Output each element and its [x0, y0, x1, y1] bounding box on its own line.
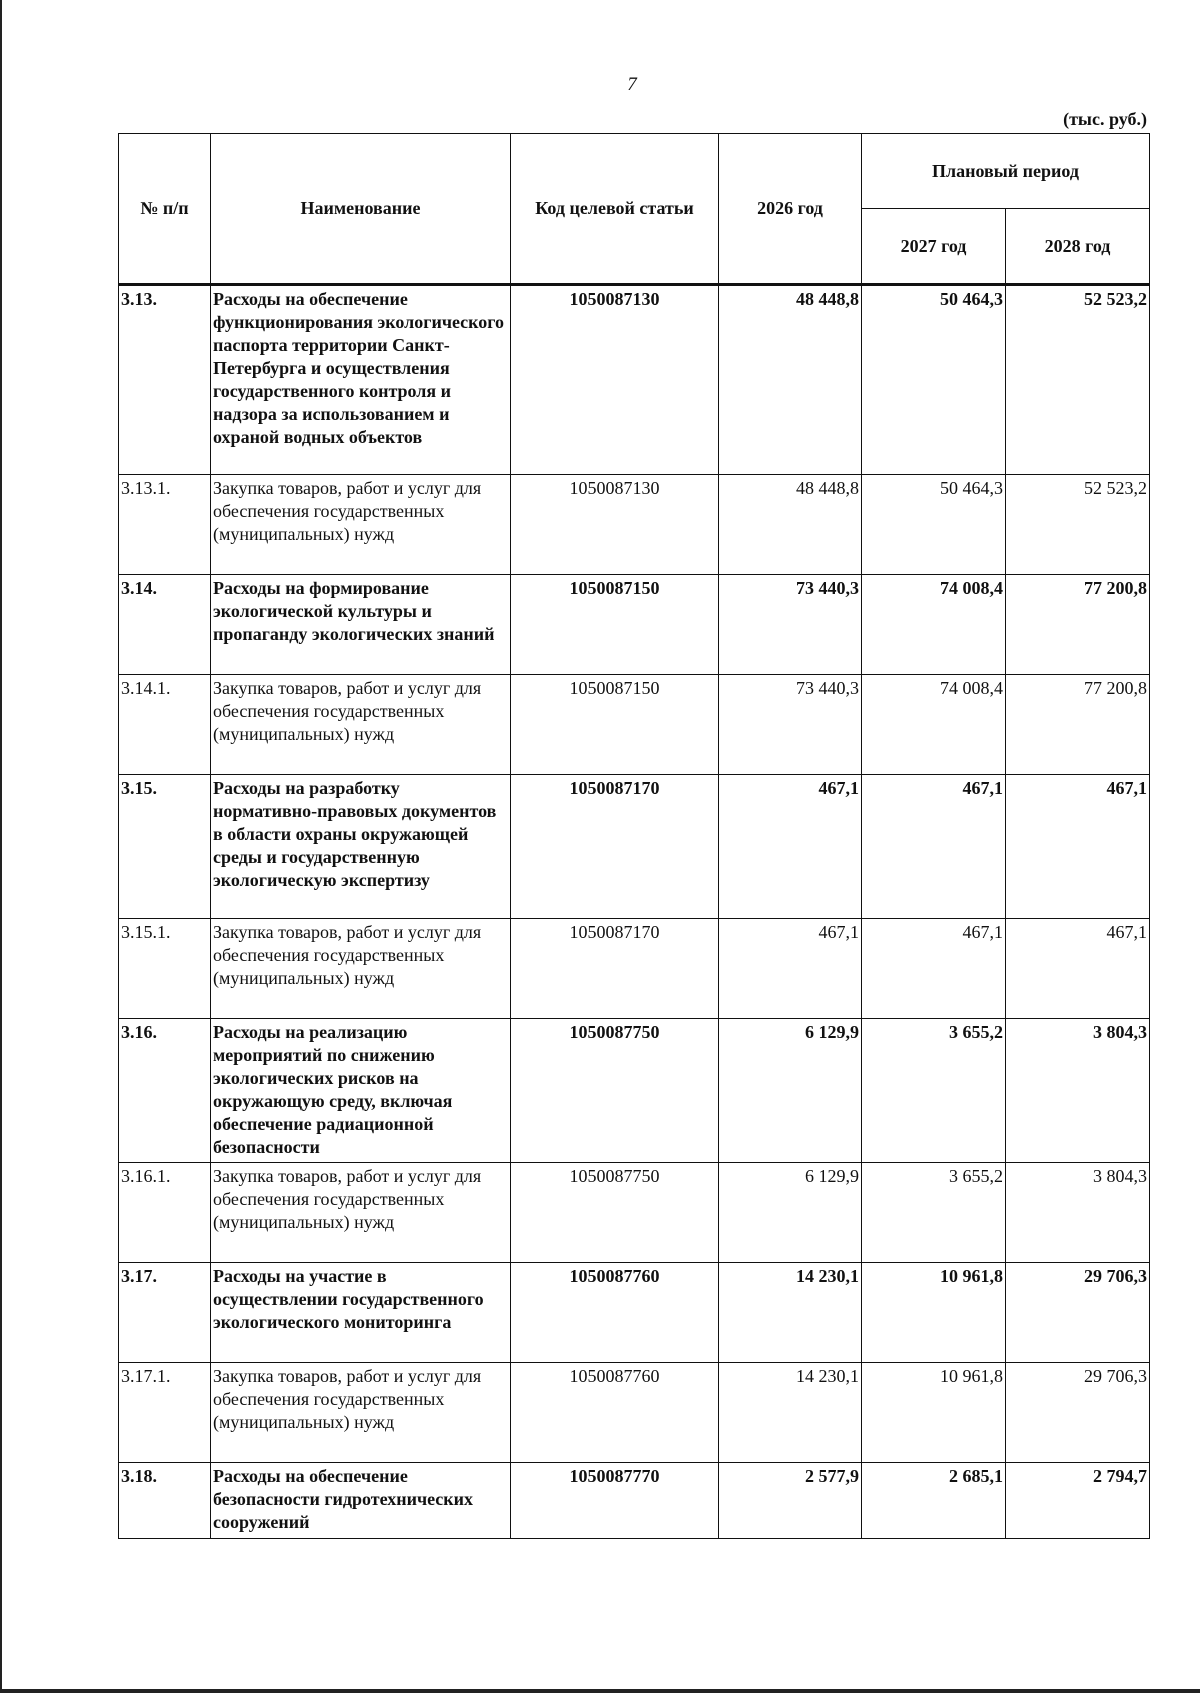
row-name: Закупка товаров, работ и услуг для обеспечения государственных (муниципальных) нужд [211, 1363, 511, 1463]
row-amount-2028: 77 200,8 [1006, 675, 1150, 775]
row-amount-2026: 467,1 [719, 775, 862, 919]
table-row [119, 1163, 1150, 1263]
row-amount-2027: 3 655,2 [862, 1163, 1006, 1263]
row-code: 1050087150 [511, 575, 719, 675]
row-number: 3.17.1. [119, 1363, 211, 1463]
row-number: 3.13. [119, 285, 211, 475]
budget-table [118, 133, 1150, 1539]
header-name: Наименование [211, 134, 511, 285]
row-name: Расходы на формирование экологической культуры и пропаганду экологических знаний [211, 575, 511, 675]
page-number: 7 [627, 74, 637, 95]
row-number: 3.13.1. [119, 475, 211, 575]
row-amount-2027: 50 464,3 [862, 475, 1006, 575]
row-number: 3.18. [119, 1463, 211, 1539]
row-name: Закупка товаров, работ и услуг для обеспечения государственных (муниципальных) нужд [211, 1163, 511, 1263]
row-amount-2028: 29 706,3 [1006, 1263, 1150, 1363]
header-num: № п/п [119, 134, 211, 285]
row-code: 1050087130 [511, 285, 719, 475]
row-amount-2026: 2 577,9 [719, 1463, 862, 1539]
table-row [119, 1263, 1150, 1363]
row-number: 3.14. [119, 575, 211, 675]
row-amount-2028: 3 804,3 [1006, 1019, 1150, 1163]
row-code: 1050087770 [511, 1463, 719, 1539]
table-row [119, 1363, 1150, 1463]
scan-edge-left [0, 0, 2, 1693]
row-amount-2028: 467,1 [1006, 919, 1150, 1019]
row-number: 3.16. [119, 1019, 211, 1163]
row-amount-2028: 3 804,3 [1006, 1163, 1150, 1263]
row-amount-2027: 10 961,8 [862, 1363, 1006, 1463]
table-row [119, 775, 1150, 919]
row-number: 3.15.1. [119, 919, 211, 1019]
row-name: Закупка товаров, работ и услуг для обеспечения государственных (муниципальных) нужд [211, 475, 511, 575]
header-2026: 2026 год [719, 134, 862, 285]
row-name: Закупка товаров, работ и услуг для обеспечения государственных (муниципальных) нужд [211, 675, 511, 775]
row-code: 1050087150 [511, 675, 719, 775]
row-amount-2026: 73 440,3 [719, 575, 862, 675]
row-code: 1050087750 [511, 1163, 719, 1263]
row-code: 1050087760 [511, 1363, 719, 1463]
table-row [119, 575, 1150, 675]
row-amount-2027: 74 008,4 [862, 675, 1006, 775]
row-name: Закупка товаров, работ и услуг для обеспечения государственных (муниципальных) нужд [211, 919, 511, 1019]
row-name: Расходы на участие в осуществлении государственного экологического мониторинга [211, 1263, 511, 1363]
table-row [119, 919, 1150, 1019]
row-amount-2028: 2 794,7 [1006, 1463, 1150, 1539]
table-row [119, 675, 1150, 775]
row-amount-2027: 467,1 [862, 775, 1006, 919]
header-2028: 2028 год [1006, 209, 1150, 285]
row-amount-2027: 2 685,1 [862, 1463, 1006, 1539]
row-amount-2028: 77 200,8 [1006, 575, 1150, 675]
row-name: Расходы на обеспечение функционирования экологического паспорта территории Санкт-Петербурга и осуществления государственного контроля и надзора за использованием и охраной водных объектов [211, 285, 511, 475]
row-code: 1050087170 [511, 919, 719, 1019]
row-amount-2026: 14 230,1 [719, 1363, 862, 1463]
table-row [119, 285, 1150, 475]
table-row [119, 475, 1150, 575]
scan-edge-bottom [0, 1689, 1200, 1693]
row-amount-2027: 50 464,3 [862, 285, 1006, 475]
row-name: Расходы на реализацию мероприятий по снижению экологических рисков на окружающую среду, включая обеспечение радиационной безопасности [211, 1019, 511, 1163]
row-code: 1050087750 [511, 1019, 719, 1163]
row-number: 3.15. [119, 775, 211, 919]
row-name: Расходы на разработку нормативно-правовых документов в области охраны окружающей среды и государственную экологическую экспертизу [211, 775, 511, 919]
row-amount-2028: 52 523,2 [1006, 475, 1150, 575]
row-amount-2026: 6 129,9 [719, 1163, 862, 1263]
row-amount-2027: 74 008,4 [862, 575, 1006, 675]
row-amount-2027: 3 655,2 [862, 1019, 1006, 1163]
row-amount-2026: 6 129,9 [719, 1019, 862, 1163]
header-code: Код целевой статьи [511, 134, 719, 285]
row-number: 3.17. [119, 1263, 211, 1363]
row-code: 1050087760 [511, 1263, 719, 1363]
row-amount-2028: 52 523,2 [1006, 285, 1150, 475]
row-amount-2026: 48 448,8 [719, 285, 862, 475]
row-amount-2026: 73 440,3 [719, 675, 862, 775]
table-row [119, 1019, 1150, 1163]
row-number: 3.14.1. [119, 675, 211, 775]
table-row [119, 1463, 1150, 1539]
row-amount-2026: 467,1 [719, 919, 862, 1019]
row-amount-2028: 467,1 [1006, 775, 1150, 919]
row-amount-2027: 10 961,8 [862, 1263, 1006, 1363]
header-row-top [119, 134, 1150, 209]
row-amount-2026: 14 230,1 [719, 1263, 862, 1363]
row-amount-2026: 48 448,8 [719, 475, 862, 575]
row-code: 1050087130 [511, 475, 719, 575]
table-body [119, 285, 1150, 1539]
header-planned-period: Плановый период [862, 134, 1150, 209]
row-amount-2028: 29 706,3 [1006, 1363, 1150, 1463]
header-2027: 2027 год [862, 209, 1006, 285]
row-code: 1050087170 [511, 775, 719, 919]
row-amount-2027: 467,1 [862, 919, 1006, 1019]
row-number: 3.16.1. [119, 1163, 211, 1263]
units-label: (тыс. руб.) [1063, 109, 1147, 129]
row-name: Расходы на обеспечение безопасности гидротехнических сооружений [211, 1463, 511, 1539]
